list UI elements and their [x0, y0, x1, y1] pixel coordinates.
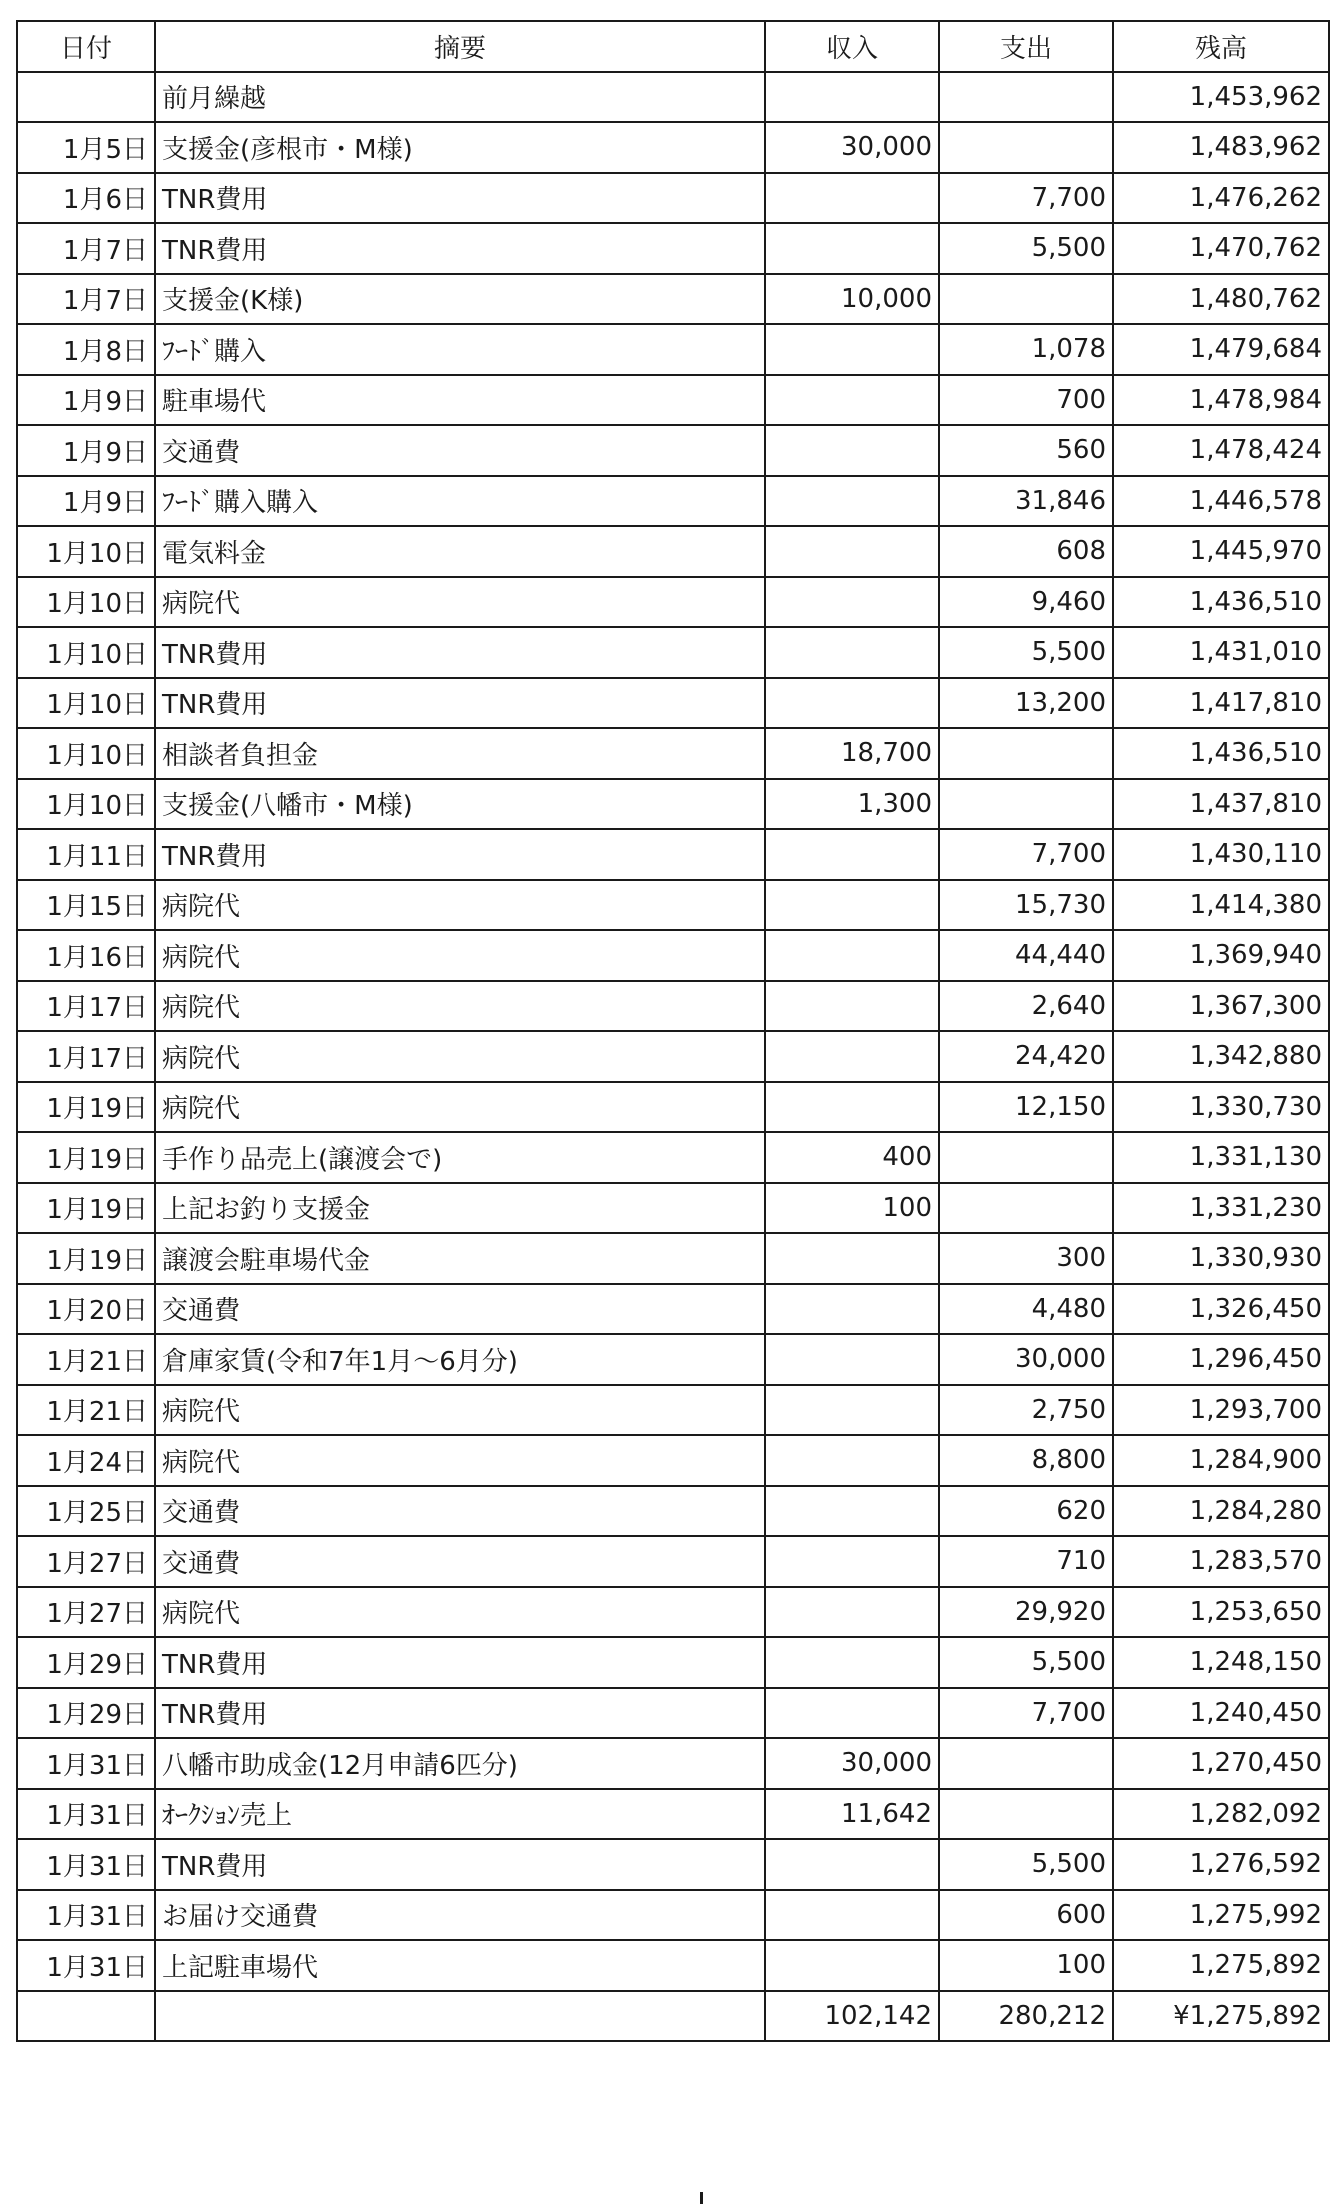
expense-cell: 300 — [939, 1233, 1113, 1284]
date-cell: 1月7日 — [17, 274, 155, 325]
balance-cell: 1,240,450 — [1113, 1688, 1329, 1739]
description-cell: 病院代 — [155, 880, 765, 931]
table-row — [17, 173, 1329, 224]
table-row — [17, 779, 1329, 830]
table-row — [17, 425, 1329, 476]
expense-cell — [939, 72, 1113, 123]
income-cell — [765, 223, 939, 274]
description-cell: 倉庫家賃(令和7年1月〜6月分) — [155, 1334, 765, 1385]
balance-cell: 1,417,810 — [1113, 678, 1329, 729]
description-cell: 交通費 — [155, 1284, 765, 1335]
balance-cell: 1,330,730 — [1113, 1082, 1329, 1133]
header-expense: 支出 — [939, 21, 1113, 72]
income-cell — [765, 1637, 939, 1688]
balance-cell: 1,478,424 — [1113, 425, 1329, 476]
table-row — [17, 930, 1329, 981]
description-cell: ﾌｰﾄﾞ購入購入 — [155, 476, 765, 527]
table-row — [17, 122, 1329, 173]
balance-cell: 1,276,592 — [1113, 1839, 1329, 1890]
date-cell: 1月27日 — [17, 1536, 155, 1587]
income-cell — [765, 324, 939, 375]
description-cell: 交通費 — [155, 425, 765, 476]
date-cell: 1月10日 — [17, 779, 155, 830]
expense-cell — [939, 779, 1113, 830]
balance-cell: 1,476,262 — [1113, 173, 1329, 224]
table-row — [17, 1738, 1329, 1789]
income-cell: 100 — [765, 1183, 939, 1234]
income-cell — [765, 425, 939, 476]
income-cell — [765, 880, 939, 931]
expense-cell — [939, 274, 1113, 325]
description-cell: 電気料金 — [155, 526, 765, 577]
date-cell: 1月24日 — [17, 1435, 155, 1486]
expense-cell: 620 — [939, 1486, 1113, 1537]
balance-cell: 1,431,010 — [1113, 627, 1329, 678]
income-cell — [765, 577, 939, 628]
income-cell — [765, 1940, 939, 1991]
expense-cell: 2,640 — [939, 981, 1113, 1032]
balance-cell: 1,275,892 — [1113, 1940, 1329, 1991]
expense-cell — [939, 1132, 1113, 1183]
description-cell: 病院代 — [155, 981, 765, 1032]
expense-cell: 608 — [939, 526, 1113, 577]
description-cell: TNR費用 — [155, 627, 765, 678]
balance-cell: 1,284,280 — [1113, 1486, 1329, 1537]
description-cell: ｵｰｸｼｮﾝ売上 — [155, 1789, 765, 1840]
header-date: 日付 — [17, 21, 155, 72]
description-cell: 支援金(K様) — [155, 274, 765, 325]
description-cell: TNR費用 — [155, 678, 765, 729]
date-cell: 1月17日 — [17, 981, 155, 1032]
balance-cell: 1,369,940 — [1113, 930, 1329, 981]
expense-cell — [939, 122, 1113, 173]
description-cell: 支援金(八幡市・M様) — [155, 779, 765, 830]
balance-cell: 1,436,510 — [1113, 577, 1329, 628]
expense-cell: 7,700 — [939, 829, 1113, 880]
table-row — [17, 627, 1329, 678]
balance-cell: 1,248,150 — [1113, 1637, 1329, 1688]
income-cell — [765, 829, 939, 880]
balance-cell: 1,430,110 — [1113, 829, 1329, 880]
table-row — [17, 829, 1329, 880]
description-cell: 病院代 — [155, 1435, 765, 1486]
income-cell: 1,300 — [765, 779, 939, 830]
table-row — [17, 375, 1329, 426]
date-cell: 1月5日 — [17, 122, 155, 173]
description-cell: 上記駐車場代 — [155, 1940, 765, 1991]
table-row — [17, 1688, 1329, 1739]
total-income: 102,142 — [765, 1991, 939, 2042]
income-cell — [765, 526, 939, 577]
table-row — [17, 1385, 1329, 1436]
expense-cell: 5,500 — [939, 223, 1113, 274]
balance-cell: 1,296,450 — [1113, 1334, 1329, 1385]
description-cell: TNR費用 — [155, 1637, 765, 1688]
balance-cell: 1,342,880 — [1113, 1031, 1329, 1082]
expense-cell: 600 — [939, 1890, 1113, 1941]
income-cell — [765, 981, 939, 1032]
table-row — [17, 678, 1329, 729]
balance-cell: 1,479,684 — [1113, 324, 1329, 375]
table-row — [17, 324, 1329, 375]
date-cell: 1月10日 — [17, 627, 155, 678]
table-row — [17, 223, 1329, 274]
income-cell: 18,700 — [765, 728, 939, 779]
date-cell: 1月6日 — [17, 173, 155, 224]
table-row — [17, 880, 1329, 931]
date-cell: 1月9日 — [17, 425, 155, 476]
date-cell: 1月11日 — [17, 829, 155, 880]
description-cell: 交通費 — [155, 1486, 765, 1537]
description-cell: TNR費用 — [155, 223, 765, 274]
page-mark — [700, 2192, 703, 2204]
balance-cell: 1,293,700 — [1113, 1385, 1329, 1436]
table-row — [17, 1284, 1329, 1335]
income-cell — [765, 678, 939, 729]
table-row — [17, 274, 1329, 325]
date-cell: 1月21日 — [17, 1385, 155, 1436]
income-cell — [765, 1688, 939, 1739]
expense-cell: 5,500 — [939, 1637, 1113, 1688]
description-cell: 上記お釣り支援金 — [155, 1183, 765, 1234]
table-row — [17, 72, 1329, 123]
expense-cell: 5,500 — [939, 1839, 1113, 1890]
description-cell: お届け交通費 — [155, 1890, 765, 1941]
description-cell: 病院代 — [155, 577, 765, 628]
table-row — [17, 476, 1329, 527]
date-cell: 1月31日 — [17, 1890, 155, 1941]
expense-cell: 2,750 — [939, 1385, 1113, 1436]
table-row — [17, 1031, 1329, 1082]
description-cell: 病院代 — [155, 1587, 765, 1638]
income-cell — [765, 173, 939, 224]
date-cell: 1月15日 — [17, 880, 155, 931]
expense-cell: 31,846 — [939, 476, 1113, 527]
expense-cell: 5,500 — [939, 627, 1113, 678]
total-balance: ¥1,275,892 — [1113, 1991, 1329, 2042]
table-row — [17, 1839, 1329, 1890]
description-cell: 前月繰越 — [155, 72, 765, 123]
header-balance: 残高 — [1113, 21, 1329, 72]
expense-cell: 12,150 — [939, 1082, 1113, 1133]
expense-cell — [939, 1789, 1113, 1840]
expense-cell: 1,078 — [939, 324, 1113, 375]
expense-cell: 700 — [939, 375, 1113, 426]
income-cell — [765, 1435, 939, 1486]
date-cell: 1月31日 — [17, 1738, 155, 1789]
expense-cell: 9,460 — [939, 577, 1113, 628]
income-cell — [765, 1839, 939, 1890]
date-cell: 1月8日 — [17, 324, 155, 375]
totals-date-cell — [17, 1991, 155, 2042]
expense-cell — [939, 1738, 1113, 1789]
date-cell: 1月21日 — [17, 1334, 155, 1385]
header-row — [17, 21, 1329, 72]
description-cell: 手作り品売上(譲渡会で) — [155, 1132, 765, 1183]
income-cell — [765, 1334, 939, 1385]
table-row — [17, 1435, 1329, 1486]
description-cell: TNR費用 — [155, 1688, 765, 1739]
expense-cell: 7,700 — [939, 1688, 1113, 1739]
date-cell: 1月31日 — [17, 1839, 155, 1890]
balance-cell: 1,470,762 — [1113, 223, 1329, 274]
income-cell — [765, 1284, 939, 1335]
balance-cell: 1,270,450 — [1113, 1738, 1329, 1789]
header-description: 摘要 — [155, 21, 765, 72]
date-cell: 1月19日 — [17, 1183, 155, 1234]
expense-cell: 7,700 — [939, 173, 1113, 224]
date-cell: 1月29日 — [17, 1637, 155, 1688]
balance-cell: 1,483,962 — [1113, 122, 1329, 173]
table-row — [17, 1183, 1329, 1234]
description-cell: 病院代 — [155, 1031, 765, 1082]
expense-cell: 15,730 — [939, 880, 1113, 931]
description-cell: TNR費用 — [155, 173, 765, 224]
balance-cell: 1,480,762 — [1113, 274, 1329, 325]
income-cell: 11,642 — [765, 1789, 939, 1840]
balance-cell: 1,478,984 — [1113, 375, 1329, 426]
date-cell: 1月10日 — [17, 526, 155, 577]
date-cell: 1月31日 — [17, 1789, 155, 1840]
date-cell: 1月9日 — [17, 375, 155, 426]
expense-cell — [939, 728, 1113, 779]
date-cell: 1月7日 — [17, 223, 155, 274]
table-row — [17, 728, 1329, 779]
table-row — [17, 1637, 1329, 1688]
expense-cell: 44,440 — [939, 930, 1113, 981]
balance-cell: 1,330,930 — [1113, 1233, 1329, 1284]
date-cell — [17, 72, 155, 123]
table-row — [17, 577, 1329, 628]
expense-cell: 560 — [939, 425, 1113, 476]
date-cell: 1月19日 — [17, 1132, 155, 1183]
date-cell: 1月9日 — [17, 476, 155, 527]
table-row — [17, 1789, 1329, 1840]
income-cell: 30,000 — [765, 1738, 939, 1789]
date-cell: 1月16日 — [17, 930, 155, 981]
description-cell: TNR費用 — [155, 829, 765, 880]
totals-row — [17, 1991, 1329, 2042]
description-cell: 相談者負担金 — [155, 728, 765, 779]
expense-cell: 29,920 — [939, 1587, 1113, 1638]
table-row — [17, 1334, 1329, 1385]
table-row — [17, 981, 1329, 1032]
description-cell: 病院代 — [155, 1082, 765, 1133]
date-cell: 1月27日 — [17, 1587, 155, 1638]
income-cell — [765, 1486, 939, 1537]
income-cell — [765, 476, 939, 527]
description-cell: 譲渡会駐車場代金 — [155, 1233, 765, 1284]
total-expense: 280,212 — [939, 1991, 1113, 2042]
date-cell: 1月20日 — [17, 1284, 155, 1335]
table-row — [17, 1233, 1329, 1284]
balance-cell: 1,453,962 — [1113, 72, 1329, 123]
totals-description-cell — [155, 1991, 765, 2042]
income-cell — [765, 1890, 939, 1941]
description-cell: 病院代 — [155, 1385, 765, 1436]
balance-cell: 1,331,130 — [1113, 1132, 1329, 1183]
table-row — [17, 1132, 1329, 1183]
date-cell: 1月19日 — [17, 1233, 155, 1284]
expense-cell: 13,200 — [939, 678, 1113, 729]
table-row — [17, 1890, 1329, 1941]
expense-cell: 710 — [939, 1536, 1113, 1587]
description-cell: ﾌｰﾄﾞ購入 — [155, 324, 765, 375]
expense-cell: 8,800 — [939, 1435, 1113, 1486]
date-cell: 1月10日 — [17, 678, 155, 729]
income-cell: 400 — [765, 1132, 939, 1183]
income-cell — [765, 1031, 939, 1082]
expense-cell: 24,420 — [939, 1031, 1113, 1082]
expense-cell: 100 — [939, 1940, 1113, 1991]
income-cell — [765, 375, 939, 426]
balance-cell: 1,283,570 — [1113, 1536, 1329, 1587]
description-cell: TNR費用 — [155, 1839, 765, 1890]
ledger-body — [17, 72, 1329, 1991]
description-cell: 八幡市助成金(12月申請6匹分) — [155, 1738, 765, 1789]
income-cell — [765, 72, 939, 123]
income-cell — [765, 1233, 939, 1284]
income-cell — [765, 627, 939, 678]
date-cell: 1月10日 — [17, 728, 155, 779]
date-cell: 1月17日 — [17, 1031, 155, 1082]
table-row — [17, 1082, 1329, 1133]
income-cell — [765, 1536, 939, 1587]
income-cell — [765, 1587, 939, 1638]
income-cell — [765, 930, 939, 981]
balance-cell: 1,414,380 — [1113, 880, 1329, 931]
balance-cell: 1,437,810 — [1113, 779, 1329, 830]
table-row — [17, 1486, 1329, 1537]
balance-cell: 1,253,650 — [1113, 1587, 1329, 1638]
description-cell: 病院代 — [155, 930, 765, 981]
balance-cell: 1,275,992 — [1113, 1890, 1329, 1941]
income-cell — [765, 1385, 939, 1436]
balance-cell: 1,445,970 — [1113, 526, 1329, 577]
ledger-table — [16, 20, 1330, 2042]
date-cell: 1月10日 — [17, 577, 155, 628]
expense-cell — [939, 1183, 1113, 1234]
balance-cell: 1,436,510 — [1113, 728, 1329, 779]
balance-cell: 1,367,300 — [1113, 981, 1329, 1032]
balance-cell: 1,282,092 — [1113, 1789, 1329, 1840]
date-cell: 1月31日 — [17, 1940, 155, 1991]
balance-cell: 1,284,900 — [1113, 1435, 1329, 1486]
table-row — [17, 526, 1329, 577]
date-cell: 1月19日 — [17, 1082, 155, 1133]
income-cell — [765, 1082, 939, 1133]
balance-cell: 1,446,578 — [1113, 476, 1329, 527]
table-row — [17, 1587, 1329, 1638]
expense-cell: 30,000 — [939, 1334, 1113, 1385]
description-cell: 駐車場代 — [155, 375, 765, 426]
description-cell: 支援金(彦根市・M様) — [155, 122, 765, 173]
table-row — [17, 1940, 1329, 1991]
description-cell: 交通費 — [155, 1536, 765, 1587]
expense-cell: 4,480 — [939, 1284, 1113, 1335]
date-cell: 1月29日 — [17, 1688, 155, 1739]
balance-cell: 1,326,450 — [1113, 1284, 1329, 1335]
balance-cell: 1,331,230 — [1113, 1183, 1329, 1234]
date-cell: 1月25日 — [17, 1486, 155, 1537]
header-income: 収入 — [765, 21, 939, 72]
table-row — [17, 1536, 1329, 1587]
income-cell: 30,000 — [765, 122, 939, 173]
income-cell: 10,000 — [765, 274, 939, 325]
